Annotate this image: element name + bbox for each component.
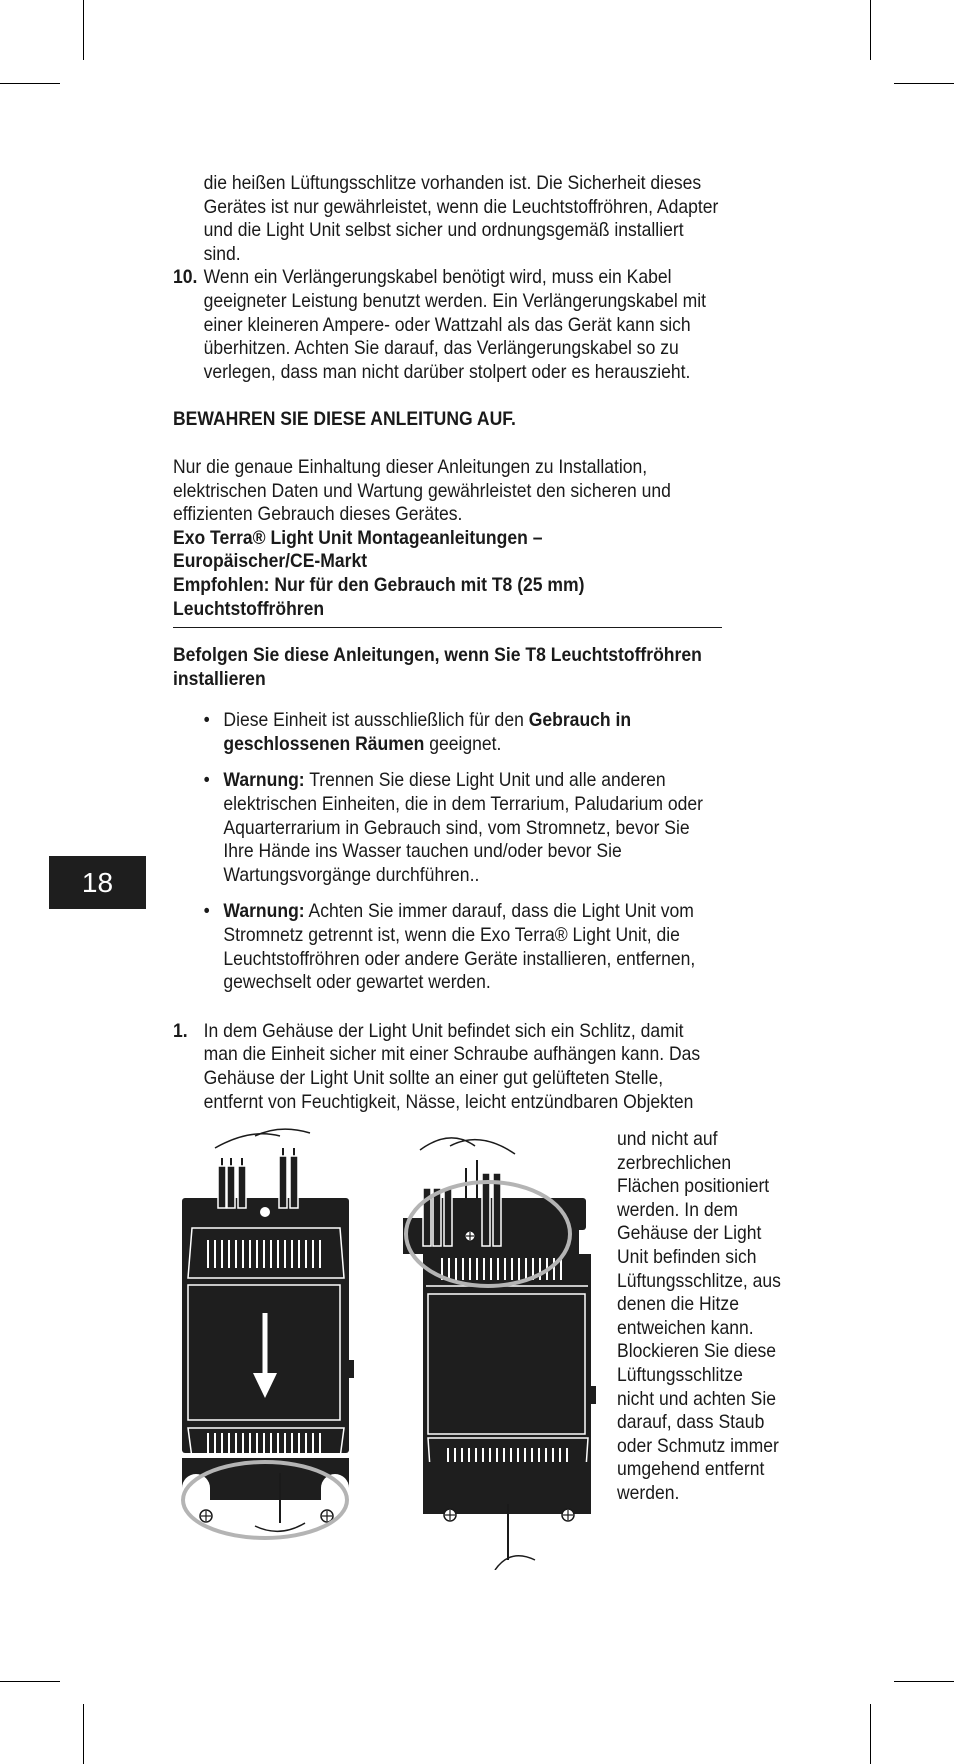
crop-mark-top-left-v [83, 0, 84, 60]
light-unit-hanging-icon [182, 1129, 354, 1538]
crop-mark-top-left-h [0, 83, 60, 84]
crop-mark-top-right-h [894, 83, 954, 84]
emphasis: Gebrauch in geschlossenen Räumen [223, 709, 632, 755]
instruction-item-10 [173, 266, 722, 384]
document-title-line: Empfohlen: Nur für den Gebrauch mit T8 (25 mm) [173, 573, 585, 596]
warning-label: Warnung: [223, 900, 305, 923]
item-1-continued-text: und nicht auf zerbrechlichen Flächen positioniert werden. In dem Gehäuse der Light Unit befinden sich Lüftungsschlitze, aus denen die Hitze entweichen kann. Blockieren Sie diese Lüftungsschlitze nicht und achten Sie darauf, dass Staub oder Schmutz immer umgehend entfernt werden. [617, 1128, 781, 1504]
bullet-icon: • [203, 709, 210, 732]
document-title-line: Exo Terra® Light Unit Montageanleitungen – [173, 526, 543, 549]
light-unit-mounted-icon [403, 1138, 596, 1570]
page-number-tab [49, 856, 146, 909]
item-number: 10. [173, 266, 198, 289]
warning-list [173, 709, 722, 995]
list-item: • Warnung: Trennen Sie diese Light Unit und alle anderen elektrischen Einheiten, die in dem Terrarium, Paludarium oder Aquarterrarium in Gebrauch sind, vom Stromnetz, bevor Sie Ihre Hände ins Wasser tauchen und/oder bevor Sie Wartungsvorgänge durchführen.. [203, 769, 704, 886]
continuation-paragraph: die heißen Lüftungsschlitze vorhanden ist. Die Sicherheit dieses Gerätes ist nur gewährleistet, wenn die Leuchtstoffröhren, Adapter und die Light Unit selbst sicher und ordnungsgemäß installiert sind. [203, 172, 719, 265]
crop-mark-bottom-left-v [83, 1704, 84, 1764]
list-item: • Diese Einheit ist ausschließlich für den Gebrauch in geschlossenen Räumen geeignet. [203, 709, 632, 755]
item-number: 1. [173, 1019, 188, 1042]
mounting-illustration [170, 1128, 610, 1570]
crop-mark-bottom-right-h [894, 1681, 954, 1682]
crop-mark-bottom-right-v [870, 1704, 871, 1764]
page-number: 18 [81, 866, 114, 898]
document-body [173, 172, 722, 1114]
document-title-line: Europäischer/CE-Markt [173, 550, 368, 573]
instruction-item-1 [173, 1020, 722, 1114]
item-text: Wenn ein Verlängerungskabel benötigt wird, muss ein Kabel geeigneter Leistung benutzt werden. Ein Verlängerungskabel mit einer kleineren Ampere- oder Wattzahl als das Gerät kann sich überhitzen. Achten Sie darauf, das Verlängerungskabel so zu verlegen, dass man nicht darüber stolpert oder es herauszieht. [203, 266, 707, 383]
document-title-line: Leuchtstoffröhren [173, 597, 325, 620]
crop-mark-bottom-left-h [0, 1681, 60, 1682]
section-heading: Befolgen Sie diese Anleitungen, wenn Sie T8 Leuchtstoffröhren installieren [173, 644, 702, 690]
keep-instructions-heading: BEWAHREN SIE DIESE ANLEITUNG AUF. [173, 408, 516, 431]
intro-paragraph: Nur die genaue Einhaltung dieser Anleitungen zu Installation, elektrischen Daten und Wartung gewährleistet den sicheren und effizienten Gebrauch dieses Gerätes. [173, 455, 671, 526]
warning-label: Warnung: [223, 769, 305, 792]
crop-mark-top-right-v [870, 0, 871, 60]
bullet-icon: • [203, 900, 210, 923]
section-divider [173, 627, 722, 628]
list-item: • Warnung: Achten Sie immer darauf, dass die Light Unit vom Stromnetz getrennt ist, wenn die Exo Terra® Light Unit, die Leuchtstoffröhren oder andere Geräte installieren, entfernen, gewechselt oder gewartet werden. [203, 900, 696, 994]
bullet-icon: • [203, 769, 210, 792]
item-text: In dem Gehäuse der Light Unit befindet sich ein Schlitz, damit man die Einheit sicher mit einer Schraube aufhängen kann. Das Gehäuse der Light Unit sollte an einer gut gelüfteten Stelle, entfernt von Feuchtigkeit, Nässe, leicht entzündbaren Objekten [203, 1019, 701, 1113]
